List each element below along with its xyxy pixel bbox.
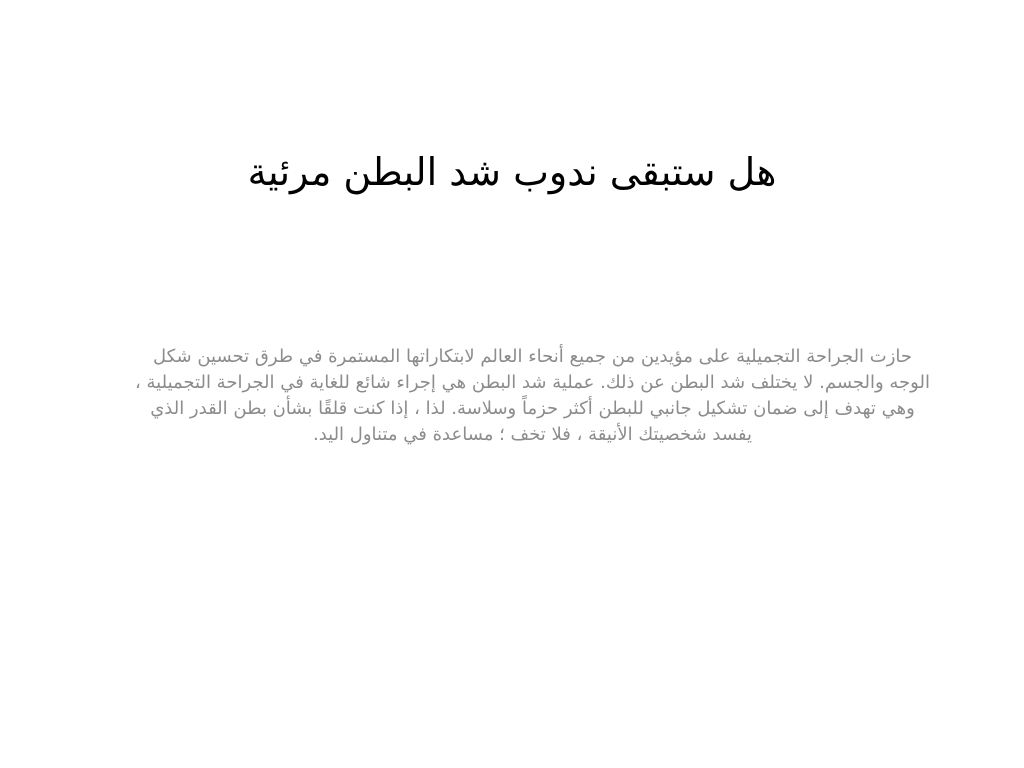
slide-body-text: حازت الجراحة التجميلية على مؤيدين من جميع أنحاء العالم لابتكاراتها المستمرة في طرق تحسين شكل الوجه والجسم. لا يختلف شد البطن عن ذلك. عملية شد البطن هي إجراء شائع للغاية في الجراحة التجميلية ، وهي تهدف إلى ضمان تشكيل جانبي للبطن أكثر حزماً وسلاسة. لذا ، إذا كنت قلقًا بشأن بطن القدر الذي يفسد شخصيتك الأنيقة ، فلا تخف ؛ مساعدة في متناول اليد. [135, 346, 930, 445]
slide-title: هل ستبقى ندوب شد البطن مرئية [247, 150, 777, 194]
